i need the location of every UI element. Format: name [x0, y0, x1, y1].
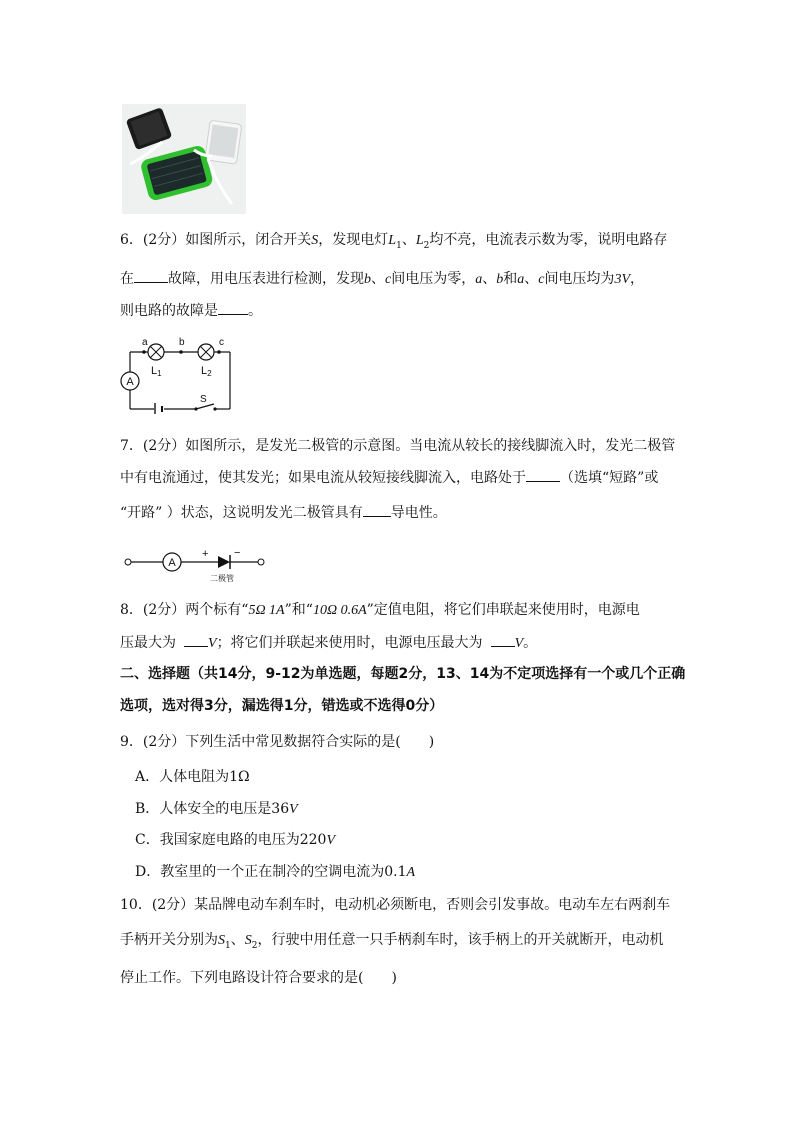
- diode-symbol: [218, 556, 230, 568]
- answer-blank[interactable]: [526, 467, 560, 482]
- q10-line2: 手柄开关分别为$S_1$、$S_2$，行驶中用任意一只手柄刹车时，该手柄上的开关就断开，电动机: [120, 932, 664, 951]
- ammeter-symbol: [121, 372, 139, 390]
- switch-contact: [213, 407, 216, 410]
- switch-pivot: [194, 407, 197, 410]
- q6-line2: 在 故障，用电压表进行检测，发现b、c间电压为零，a、b和a、c间电压均为3V，: [120, 268, 644, 290]
- q9-stem: 9．(2分）下列生活中常见数据符合实际的是( ): [120, 734, 435, 750]
- q10-line3: 停止工作。下列电路设计符合要求的是( ): [120, 970, 397, 986]
- label-L2: L2: [201, 365, 212, 378]
- plus-sign: +: [202, 548, 209, 560]
- power-bank-photo: [122, 104, 246, 214]
- q9-option-c[interactable]: C．我国家庭电路的电压为220V: [135, 832, 335, 848]
- minus-sign: −: [234, 547, 241, 559]
- answer-blank[interactable]: [184, 632, 208, 647]
- diode-diagram: [120, 545, 270, 583]
- section-heading: 二、选择题（共14分，9-12为单选题，每题2分，13、14为不定项选择有一个或几个正确: [120, 666, 686, 682]
- section-heading-line2: 选项，选对得3分，漏选得1分，错选或不选得0分）: [120, 698, 444, 714]
- q9-option-d[interactable]: D．教室里的一个正在制冷的空调电流为0.1A: [135, 864, 416, 880]
- label-a: a: [142, 337, 148, 348]
- q9-option-a[interactable]: A．人体电阻为1Ω: [135, 769, 250, 785]
- circuit-diagram: [118, 334, 238, 414]
- q8-line1: 8．(2分）两个标有“5Ω 1A”和“10Ω 0.6A”定值电阻，将它们串联起来使用时，电源电: [120, 602, 640, 618]
- lamp-L2: [198, 344, 214, 360]
- q7-line3: “开路” ）状态，这说明发光二极管具有 导电性。: [120, 502, 447, 523]
- q8-line2: 压最大为 V；将它们并联起来使用时，电源电压最大为 V。: [120, 632, 537, 654]
- q9-option-b[interactable]: B．人体安全的电压是36V: [135, 801, 298, 817]
- label-c: c: [219, 337, 224, 348]
- answer-blank[interactable]: [363, 502, 391, 517]
- lamp-L1: [148, 344, 164, 360]
- battery-symbol: [155, 403, 162, 414]
- q10-line1: 10．(2分）某品牌电动车刹车时，电动机必须断电，否则会引发事故。电动车左右两刹车: [120, 897, 671, 913]
- q6-line1: 6．(2分）如图所示，闭合开关S，发现电灯$L_1$、$L_2$均不亮，电流表示数为零，说明电路存: [120, 232, 668, 251]
- answer-blank[interactable]: [491, 632, 515, 647]
- label-S: S: [200, 394, 207, 405]
- node-b: [179, 350, 183, 354]
- label-b: b: [179, 337, 185, 348]
- node-c: [217, 350, 221, 354]
- answer-blank[interactable]: [218, 300, 248, 315]
- svg-text:A: A: [126, 376, 134, 388]
- q6-line3: 则电路的故障是 。: [120, 300, 262, 321]
- q7-line2: 中有电流通过，使其发光；如果电流从较短接线脚流入，电路处于 （选填“短路”或: [120, 467, 658, 488]
- answer-blank[interactable]: [134, 268, 168, 283]
- svg-text:A: A: [168, 557, 176, 569]
- node-a: [142, 350, 146, 354]
- q7-line1: 7．(2分）如图所示，是发光二极管的示意图。当电流从较长的接线脚流入时，发光二极管: [120, 438, 676, 454]
- label-L1: L1: [151, 365, 162, 378]
- diode-label: 二极管: [210, 574, 234, 583]
